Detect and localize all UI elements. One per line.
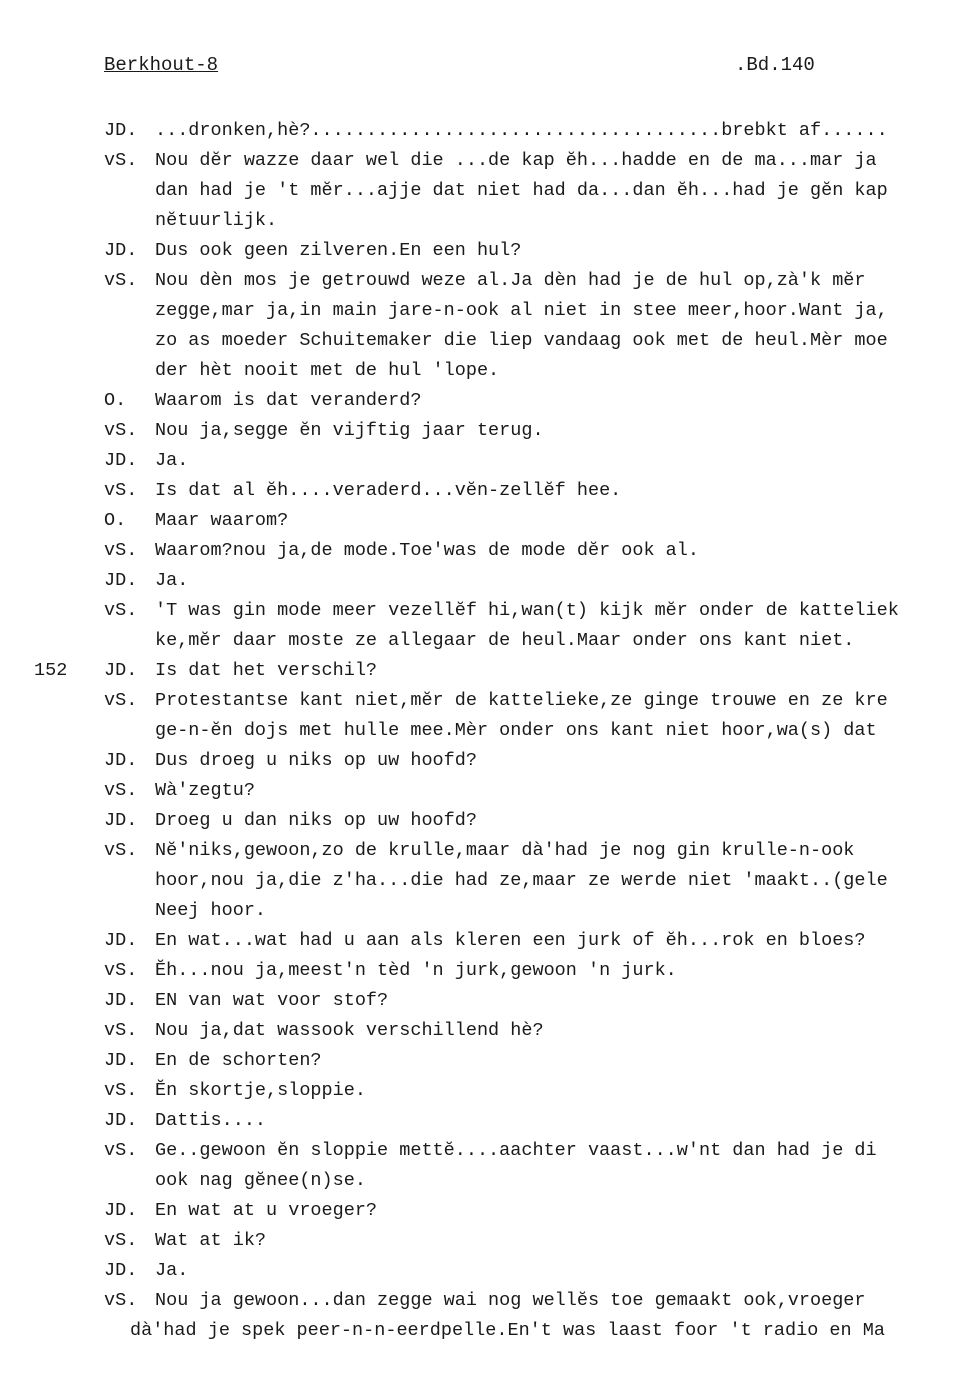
speaker-label: vS. — [104, 1230, 138, 1251]
transcript-line — [0, 566, 960, 596]
speaker-label: JD. — [104, 1050, 138, 1071]
transcript-line — [0, 236, 960, 266]
speaker-label: JD. — [104, 660, 138, 681]
utterance-text: 'T was gin mode meer vezellĕf hi,wan(t) kijk mĕr onder de katteliek — [155, 600, 899, 621]
speaker-label: JD. — [104, 240, 138, 261]
transcript-line — [0, 1016, 960, 1046]
utterance-text: En wat...wat had u aan als kleren een jurk of ĕh...rok en bloes? — [155, 930, 866, 951]
utterance-text: ge-n-ĕn dojs met hulle mee.Mèr onder ons kant niet hoor,wa(s) dat — [155, 720, 877, 741]
utterance-text: dà'had je spek peer-n-n-eerdpelle.En't was laast foor 't radio en Ma — [130, 1320, 885, 1341]
utterance-text: Ge..gewoon ĕn sloppie mettĕ....aachter vaast...w'nt dan had je di — [155, 1140, 877, 1161]
utterance-text: Ĕn skortje,sloppie. — [155, 1080, 366, 1101]
speaker-label: vS. — [104, 840, 138, 861]
utterance-text: ke,mĕr daar moste ze allegaar de heul.Maar onder ons kant niet. — [155, 630, 855, 651]
transcript-line — [0, 1166, 960, 1196]
utterance-text: Nou ja gewoon...dan zegge wai nog wellĕs toe gemaakt ook,vroeger — [155, 1290, 866, 1311]
transcript-line — [0, 506, 960, 536]
speaker-label: JD. — [104, 120, 138, 141]
speaker-label: vS. — [104, 1140, 138, 1161]
transcript-line — [0, 116, 960, 146]
utterance-text: dan had je 't mĕr...ajje dat niet had da...dan ĕh...had je gĕn kap — [155, 180, 888, 201]
transcript-line — [0, 626, 960, 656]
transcript-line — [0, 656, 960, 686]
speaker-label: O. — [104, 510, 127, 531]
utterance-text: Is dat al ĕh....veraderd...vĕn-zellĕf hee. — [155, 480, 622, 501]
utterance-text: Ĕh...nou ja,meest'n tèd 'n jurk,gewoon 'n jurk. — [155, 960, 677, 981]
transcript-line — [0, 1316, 960, 1346]
speaker-label: JD. — [104, 990, 138, 1011]
utterance-text: Dattis.... — [155, 1110, 267, 1131]
speaker-label: vS. — [104, 480, 138, 501]
transcript-line — [0, 386, 960, 416]
speaker-label: vS. — [104, 150, 138, 171]
speaker-label: vS. — [104, 960, 138, 981]
transcript-line — [0, 266, 960, 296]
transcript-line — [0, 146, 960, 176]
utterance-text: zegge,mar ja,in main jare-n-ook al niet in stee meer,hoor.Want ja, — [155, 300, 888, 321]
utterance-text: Wà'zegtu? — [155, 780, 255, 801]
transcript-line — [0, 956, 960, 986]
speaker-label: vS. — [104, 600, 138, 621]
utterance-text: ook nag gĕnee(n)se. — [155, 1170, 366, 1191]
speaker-label: vS. — [104, 420, 138, 441]
utterance-text: En wat at u vroeger? — [155, 1200, 378, 1221]
speaker-label: vS. — [104, 1080, 138, 1101]
transcript-line — [0, 296, 960, 326]
speaker-label: vS. — [104, 1290, 138, 1311]
speaker-label: JD. — [104, 930, 138, 951]
transcript-line — [0, 776, 960, 806]
utterance-text: hoor,nou ja,die z'ha...die had ze,maar ze werde niet 'maakt..(gele — [155, 870, 888, 891]
speaker-label: JD. — [104, 570, 138, 591]
speaker-label: vS. — [104, 540, 138, 561]
utterance-text: Ja. — [155, 570, 189, 591]
transcript-line — [0, 926, 960, 956]
transcript-line — [0, 896, 960, 926]
speaker-label: JD. — [104, 810, 138, 831]
utterance-text: zo as moeder Schuitemaker die liep vandaag ook met de heul.Mèr moe — [155, 330, 888, 351]
speaker-label: vS. — [104, 690, 138, 711]
document-title: Berkhout-8 — [104, 54, 219, 76]
utterance-text: Droeg u dan niks op uw hoofd? — [155, 810, 477, 831]
transcript-line — [0, 1046, 960, 1076]
transcript-line — [0, 1106, 960, 1136]
transcript-line — [0, 1196, 960, 1226]
transcript-line — [0, 866, 960, 896]
utterance-text: Maar waarom? — [155, 510, 289, 531]
transcript-line — [0, 596, 960, 626]
transcript-line — [0, 206, 960, 236]
transcript-line — [0, 716, 960, 746]
transcript-line — [0, 326, 960, 356]
transcript-line — [0, 686, 960, 716]
utterance-text: Is dat het verschil? — [155, 660, 378, 681]
transcript-line — [0, 1136, 960, 1166]
speaker-label: JD. — [104, 1200, 138, 1221]
transcript-line — [0, 746, 960, 776]
speaker-label: JD. — [104, 1260, 138, 1281]
speaker-label: JD. — [104, 1110, 138, 1131]
utterance-text: EN van wat voor stof? — [155, 990, 389, 1011]
transcript-line — [0, 1076, 960, 1106]
page-reference: .Bd.140 — [735, 54, 815, 76]
speaker-label: JD. — [104, 750, 138, 771]
utterance-text: Ja. — [155, 1260, 189, 1281]
utterance-text: der hèt nooit met de hul 'lope. — [155, 360, 500, 381]
transcript-line — [0, 1226, 960, 1256]
utterance-text: Dus droeg u niks op uw hoofd? — [155, 750, 477, 771]
transcript-line — [0, 536, 960, 566]
utterance-text: Ja. — [155, 450, 189, 471]
speaker-label: vS. — [104, 1020, 138, 1041]
transcript-line — [0, 356, 960, 386]
utterance-text: Nou ja,segge ĕn vijftig jaar terug. — [155, 420, 544, 441]
transcript-line — [0, 446, 960, 476]
utterance-text: Waarom?nou ja,de mode.Toe'was de mode dĕr ook al. — [155, 540, 699, 561]
transcript-line — [0, 1256, 960, 1286]
transcript-line — [0, 476, 960, 506]
speaker-label: O. — [104, 390, 127, 411]
utterance-text: Waarom is dat veranderd? — [155, 390, 422, 411]
utterance-text: Nĕ'niks,gewoon,zo de krulle,maar dà'had je nog gin krulle-n-ook — [155, 840, 855, 861]
utterance-text: ...dronken,hè?.....................................brebkt af...... — [155, 120, 888, 141]
transcript-line — [0, 416, 960, 446]
transcript-line — [0, 986, 960, 1016]
speaker-label: JD. — [104, 450, 138, 471]
speaker-label: vS. — [104, 780, 138, 801]
transcript-line — [0, 1286, 960, 1316]
transcript — [0, 116, 960, 1346]
utterance-text: Dus ook geen zilveren.En een hul? — [155, 240, 522, 261]
utterance-text: Wat at ik? — [155, 1230, 267, 1251]
speaker-label: vS. — [104, 270, 138, 291]
utterance-text: Protestantse kant niet,mĕr de katteliekе,ze ginge trouwe en ze kre — [155, 690, 888, 711]
utterance-text: Nou ja,dat wassook verschillend hè? — [155, 1020, 544, 1041]
margin-line-number: 152 — [34, 660, 68, 681]
transcript-line — [0, 806, 960, 836]
utterance-text: Nou dĕr wazze daar wel die ...de kap ĕh...hadde en de ma...mar ja — [155, 150, 877, 171]
transcript-line — [0, 176, 960, 206]
utterance-text: nĕtuurlijk. — [155, 210, 278, 231]
transcript-line — [0, 836, 960, 866]
utterance-text: En de schorten? — [155, 1050, 322, 1071]
utterance-text: Nou dèn mos je getrouwd weze al.Ja dèn had je de hul op,zà'k mĕr — [155, 270, 866, 291]
utterance-text: Neej hoor. — [155, 900, 267, 921]
